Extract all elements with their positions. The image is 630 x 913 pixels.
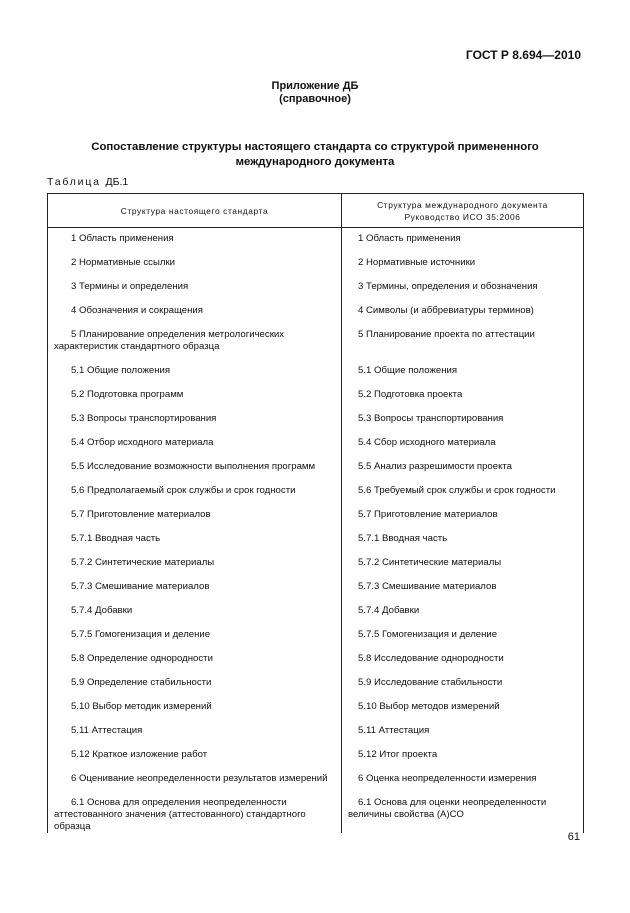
table-cell-text: 5.6 Требуемый срок службы и срок годности xyxy=(358,484,556,496)
table-row xyxy=(48,276,584,300)
table-cell-text: 2 Нормативные источники xyxy=(358,256,476,268)
table-cell-international xyxy=(342,552,584,576)
table-cell-text: 5.8 Исследование однородности xyxy=(358,652,504,664)
table-cell-text: 5.6 Предполагаемый срок службы и срок годности xyxy=(71,484,296,496)
table-row xyxy=(48,768,584,792)
table-cell-text: 5.8 Определение однородности xyxy=(71,652,213,664)
table-cell-national xyxy=(48,672,342,696)
table-cell-international xyxy=(342,456,584,480)
table-row xyxy=(48,384,584,408)
table-row xyxy=(48,792,584,833)
table-row xyxy=(48,252,584,276)
table-cell-international xyxy=(342,360,584,384)
table-cell-international xyxy=(342,624,584,648)
page-heading xyxy=(60,140,570,170)
page-number: 61 xyxy=(567,831,580,843)
table-cell-international xyxy=(342,324,584,360)
table-row xyxy=(48,720,584,744)
comparison-table xyxy=(47,193,584,833)
table-cell-text: 2 Нормативные ссылки xyxy=(71,256,176,268)
table-cell-text: 5.2 Подготовка проекта xyxy=(358,388,463,400)
table-cell-text: 5.5 Анализ разрешимости проекта xyxy=(358,460,513,472)
table-cell-text: 5.7 Приготовление материалов xyxy=(358,508,498,520)
page-heading-line-1: Сопоставление структуры настоящего стандарта со структурой примененного xyxy=(91,141,539,153)
table-row xyxy=(48,300,584,324)
table-cell-international xyxy=(342,696,584,720)
table-cell-text: 5.4 Сбор исходного материала xyxy=(358,436,496,448)
table-cell-text: 5.7.4 Добавки xyxy=(71,604,133,616)
table-cell-international xyxy=(342,576,584,600)
table-cell-national xyxy=(48,360,342,384)
table-cell-international xyxy=(342,252,584,276)
table-cell-international xyxy=(342,300,584,324)
table-cell-national xyxy=(48,624,342,648)
table-cell-text: 5.1 Общие положения xyxy=(71,364,171,376)
table-cell-international xyxy=(342,648,584,672)
table-row xyxy=(48,408,584,432)
table-cell-text: 5.7 Приготовление материалов xyxy=(71,508,211,520)
table-cell-text: 1 Область применения xyxy=(71,233,174,244)
standard-code: ГОСТ Р 8.694—2010 xyxy=(465,48,581,62)
table-row xyxy=(48,648,584,672)
table-cell-national xyxy=(48,300,342,324)
table-cell-international xyxy=(342,408,584,432)
table-label-number: ДБ.1 xyxy=(105,176,129,188)
table-cell-international xyxy=(342,768,584,792)
table-row xyxy=(48,744,584,768)
column-header-international xyxy=(342,194,584,228)
table-cell-text: 5.7.3 Смешивание материалов xyxy=(71,580,210,592)
table-cell-national xyxy=(48,576,342,600)
appendix-title-block xyxy=(0,80,630,106)
table-row xyxy=(48,528,584,552)
table-cell-text: 5.9 Исследование стабильности xyxy=(358,676,503,688)
table-cell-national xyxy=(48,252,342,276)
appendix-note: (справочное) xyxy=(279,93,351,105)
table-cell-text: 5.7.5 Гомогенизация и деление xyxy=(71,628,211,640)
table-cell-text: 1 Область применения xyxy=(358,233,461,244)
table-cell-national xyxy=(48,552,342,576)
table-cell-text: 6.1 Основа для определения неопределенности аттестованного значения (аттестованного) стандартного образца xyxy=(54,796,306,832)
column-header-international-line-2: Руководство ИСО 35:2006 xyxy=(404,211,521,222)
table-cell-text: 5.4 Отбор исходного материала xyxy=(71,436,214,448)
table-cell-national xyxy=(48,480,342,504)
table-row xyxy=(48,624,584,648)
table-row xyxy=(48,432,584,456)
table-cell-national xyxy=(48,456,342,480)
table-cell-text: 6.1 Основа для оценки неопределенности величины свойства (А)СО xyxy=(348,796,547,820)
table-row xyxy=(48,228,584,252)
table-cell-international xyxy=(342,528,584,552)
table-cell-text: 5.7.4 Добавки xyxy=(358,604,420,616)
table-cell-text: 5.1 Общие положения xyxy=(358,364,458,376)
table-cell-national xyxy=(48,324,342,360)
table-cell-text: 5.7.1 Вводная часть xyxy=(71,532,161,544)
table-cell-national xyxy=(48,648,342,672)
table-cell-text: 5.7.3 Смешивание материалов xyxy=(358,580,497,592)
table-label-word: Таблица xyxy=(47,176,101,188)
table-row xyxy=(48,600,584,624)
table-cell-international xyxy=(342,432,584,456)
appendix-title: Приложение ДБ xyxy=(271,80,359,92)
table-cell-international xyxy=(342,384,584,408)
table-cell-text: 6 Оценивание неопределенности результатов измерений xyxy=(71,772,328,784)
table-cell-text: 4 Символы (и аббревиатуры терминов) xyxy=(358,304,534,316)
table-cell-text: 3 Термины и определения xyxy=(71,280,189,292)
table-cell-text: 5 Планирование проекта по аттестации xyxy=(358,328,535,340)
table-row xyxy=(48,456,584,480)
table-cell-text: 5.10 Выбор методов измерений xyxy=(358,700,500,712)
table-cell-text: 5.3 Вопросы транспортирования xyxy=(358,412,504,424)
table-cell-text: 5.7.5 Гомогенизация и деление xyxy=(358,628,498,640)
table-cell-national xyxy=(48,504,342,528)
table-cell-text: 5.3 Вопросы транспортирования xyxy=(71,412,217,424)
table-cell-national xyxy=(48,768,342,792)
table-cell-national xyxy=(48,720,342,744)
column-header-national: Структура настоящего стандарта xyxy=(48,194,342,228)
table-cell-international xyxy=(342,720,584,744)
table-cell-text: 5.7.2 Синтетические материалы xyxy=(71,556,215,568)
table-cell-text: 5.10 Выбор методик измерений xyxy=(71,700,212,712)
table-cell-text: 5.9 Определение стабильности xyxy=(71,676,212,688)
table-cell-national xyxy=(48,744,342,768)
table-row xyxy=(48,504,584,528)
table-cell-international xyxy=(342,744,584,768)
column-header-international-line-1: Структура международного документа xyxy=(377,199,548,210)
table-cell-national xyxy=(48,696,342,720)
table-cell-text: 5.12 Итог проекта xyxy=(358,748,438,760)
table-header-row xyxy=(48,194,584,228)
table-cell-text: 5.7.2 Синтетические материалы xyxy=(358,556,502,568)
table-body xyxy=(48,228,584,833)
table-row xyxy=(48,360,584,384)
table-cell-national xyxy=(48,276,342,300)
table-row xyxy=(48,672,584,696)
table-label xyxy=(47,176,128,188)
table-cell-international xyxy=(342,276,584,300)
table-row xyxy=(48,324,584,360)
table-cell-text: 4 Обозначения и сокращения xyxy=(71,304,203,316)
table-cell-national xyxy=(48,528,342,552)
table-cell-text: 5.7.1 Вводная часть xyxy=(358,532,448,544)
table-cell-text: 5.5 Исследование возможности выполнения программ xyxy=(71,460,316,472)
table-cell-text: 5.11 Аттестация xyxy=(358,724,430,736)
table-cell-text: 5.12 Краткое изложение работ xyxy=(71,748,208,760)
table-cell-international xyxy=(342,228,584,252)
table-cell-national xyxy=(48,792,342,833)
table-cell-international xyxy=(342,792,584,833)
table-cell-national xyxy=(48,408,342,432)
table-row xyxy=(48,480,584,504)
table-cell-international xyxy=(342,504,584,528)
table-row xyxy=(48,696,584,720)
table-cell-national xyxy=(48,228,342,252)
page-heading-line-2: международного документа xyxy=(235,156,395,168)
table-cell-international xyxy=(342,672,584,696)
table-cell-international xyxy=(342,480,584,504)
table-cell-national xyxy=(48,432,342,456)
table-cell-text: 5 Планирование определения метрологических характеристик стандартного образца xyxy=(54,328,285,352)
table-cell-national xyxy=(48,384,342,408)
table-row xyxy=(48,552,584,576)
table-cell-national xyxy=(48,600,342,624)
table-cell-text: 5.11 Аттестация xyxy=(71,724,143,736)
table-cell-text: 6 Оценка неопределенности измерения xyxy=(358,772,537,784)
table-row xyxy=(48,576,584,600)
table-cell-international xyxy=(342,600,584,624)
table-cell-text: 5.2 Подготовка программ xyxy=(71,388,184,400)
table-cell-text: 3 Термины, определения и обозначения xyxy=(358,280,538,292)
